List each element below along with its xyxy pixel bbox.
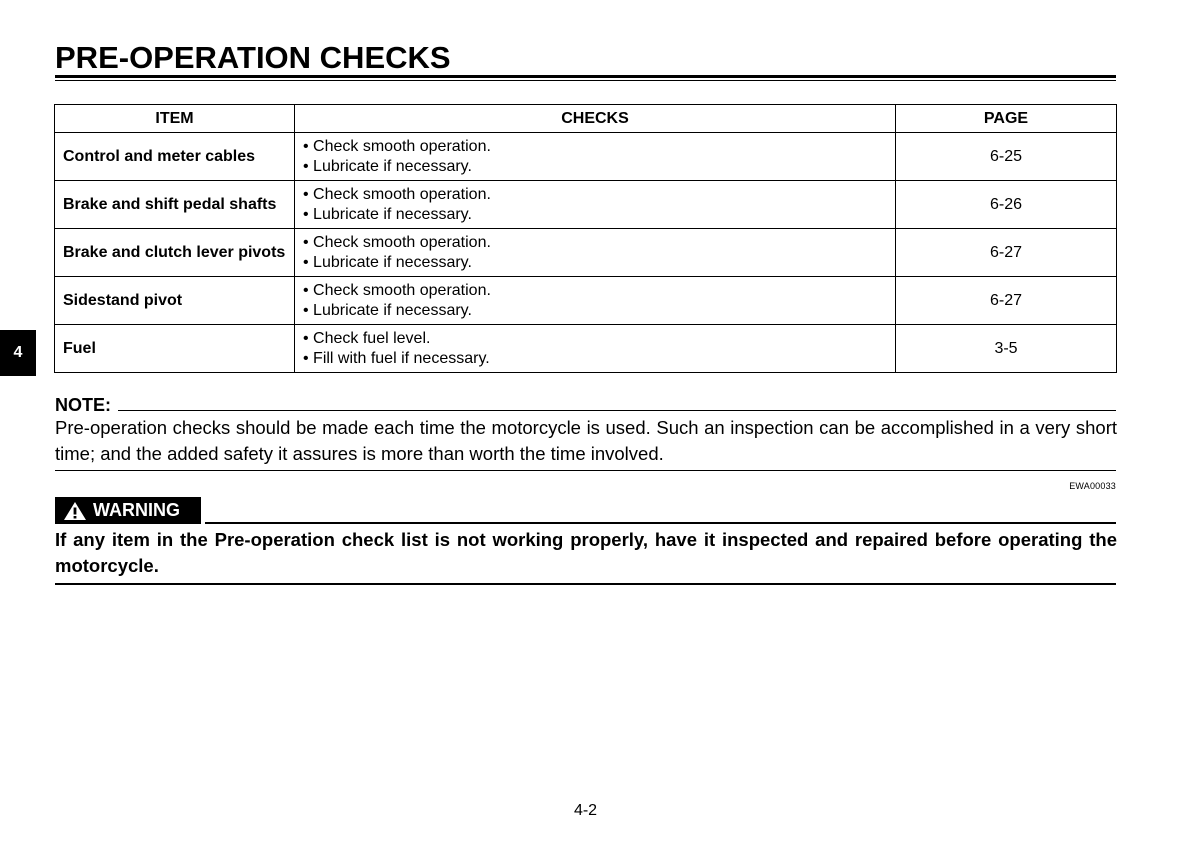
note-rule — [118, 410, 1116, 411]
header-page: PAGE — [896, 105, 1117, 133]
row-page: 6-27 — [896, 229, 1117, 277]
header-checks: CHECKS — [295, 105, 896, 133]
check-line: • Check smooth operation. — [303, 281, 491, 299]
row-page: 6-25 — [896, 133, 1117, 181]
table-row — [55, 229, 1117, 277]
warning-code: EWA00033 — [1069, 481, 1116, 491]
check-line: • Lubricate if necessary. — [303, 157, 472, 175]
row-checks — [295, 181, 896, 229]
note-label: NOTE: — [55, 395, 111, 415]
row-page: 6-27 — [896, 277, 1117, 325]
chapter-tab: 4 — [0, 330, 36, 376]
row-item: Fuel — [55, 325, 295, 373]
row-checks — [295, 325, 896, 373]
warning-label: WARNING — [93, 500, 180, 520]
note-end-rule — [55, 470, 1116, 471]
check-line: • Check fuel level. — [303, 329, 431, 347]
row-item: Brake and shift pedal shafts — [55, 181, 295, 229]
row-item: Sidestand pivot — [55, 277, 295, 325]
header-item: ITEM — [55, 105, 295, 133]
pre-operation-table — [54, 104, 1117, 373]
page-title: PRE-OPERATION CHECKS — [55, 40, 451, 75]
row-page: 6-26 — [896, 181, 1117, 229]
warning-end-rule — [55, 583, 1116, 585]
check-line: • Lubricate if necessary. — [303, 205, 472, 223]
warning-text: If any item in the Pre-operation check list is not working properly, have it inspected and repaired before operating the motorcycle. — [55, 529, 1117, 576]
table-row — [55, 181, 1117, 229]
row-checks — [295, 133, 896, 181]
warning-rule — [205, 522, 1116, 524]
check-line: • Fill with fuel if necessary. — [303, 349, 490, 367]
check-line: • Lubricate if necessary. — [303, 301, 472, 319]
warning-badge — [55, 497, 201, 524]
page-number: 4-2 — [573, 802, 598, 819]
check-line: • Check smooth operation. — [303, 233, 491, 251]
row-checks — [295, 277, 896, 325]
row-item: Brake and clutch lever pivots — [55, 229, 295, 277]
table-row — [55, 133, 1117, 181]
title-rule — [55, 75, 1116, 78]
warning-triangle-icon — [63, 501, 87, 521]
table-row — [55, 277, 1117, 325]
table-row — [55, 325, 1117, 373]
check-line: • Lubricate if necessary. — [303, 253, 472, 271]
check-line: • Check smooth operation. — [303, 185, 491, 203]
row-item: Control and meter cables — [55, 133, 295, 181]
row-page: 3-5 — [896, 325, 1117, 373]
table-header-row — [55, 105, 1117, 133]
note-text: Pre-operation checks should be made each time the motorcycle is used. Such an inspection can be accomplished in a very short time; and the added safety it assures is more than worth the time involved. — [55, 417, 1117, 464]
title-rule-thin — [55, 80, 1116, 81]
check-line: • Check smooth operation. — [303, 137, 491, 155]
row-checks — [295, 229, 896, 277]
